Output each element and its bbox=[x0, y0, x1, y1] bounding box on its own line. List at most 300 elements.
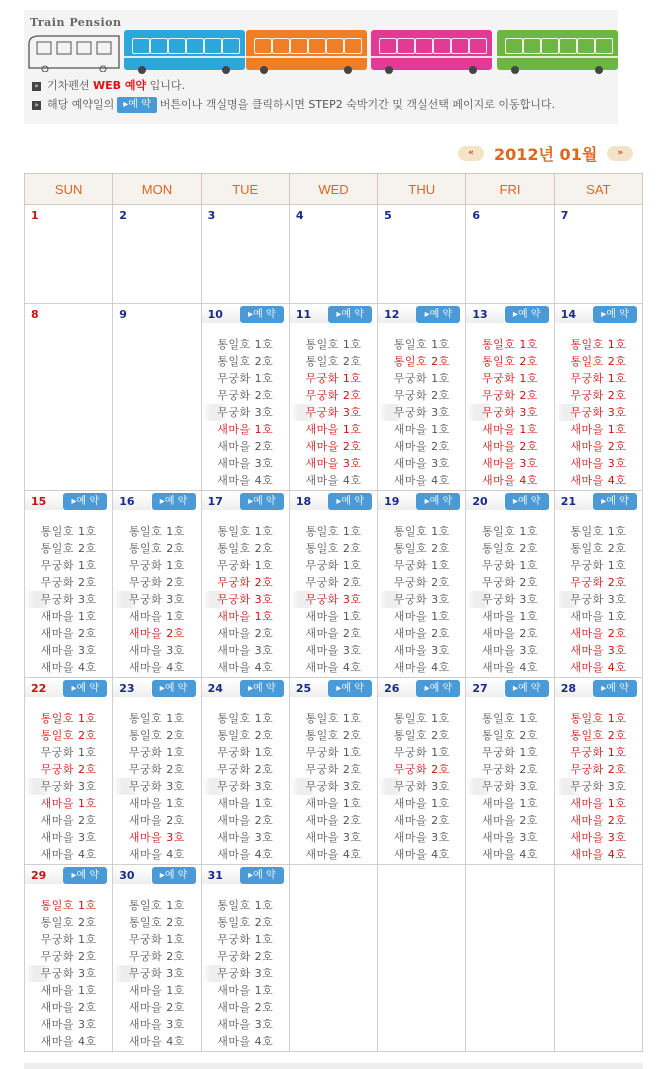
room-list bbox=[466, 523, 553, 676]
room-link[interactable]: 무궁화 1호 bbox=[217, 559, 274, 572]
day-number: 6 bbox=[472, 209, 481, 222]
room-link[interactable]: 새마을 4호 bbox=[393, 848, 450, 861]
room-link[interactable]: 무궁화 2호 bbox=[393, 576, 450, 589]
room-link[interactable]: 무궁화 1호 bbox=[305, 746, 362, 759]
day-cell bbox=[113, 865, 201, 1052]
day-number: 18 bbox=[295, 495, 312, 508]
room-link[interactable]: 새마을 1호 bbox=[128, 984, 185, 997]
room-list bbox=[290, 336, 377, 489]
room-link[interactable]: 새마을 3호 bbox=[305, 831, 362, 844]
reserve-button[interactable]: ▸예 약 bbox=[505, 306, 549, 323]
day-cell bbox=[378, 304, 466, 491]
reserve-button[interactable]: ▸예 약 bbox=[328, 680, 372, 697]
room-link[interactable]: 무궁화 1호 bbox=[305, 559, 362, 572]
room-link[interactable]: 새마을 4호 bbox=[482, 848, 539, 861]
room-link[interactable]: 통일호 1호 bbox=[217, 338, 274, 351]
day-number: 29 bbox=[31, 869, 47, 882]
room-link[interactable]: 무궁화 1호 bbox=[482, 746, 539, 759]
room-link[interactable]: 새마을 3호 bbox=[217, 644, 274, 657]
room-link[interactable]: 통일호 2호 bbox=[393, 729, 450, 742]
room-link[interactable]: 새마을 2호 bbox=[393, 814, 450, 827]
room-link[interactable]: 무궁화 2호 bbox=[128, 576, 185, 589]
room-link[interactable]: 무궁화 3호 bbox=[378, 778, 465, 795]
room-link[interactable]: 새마을 1호 bbox=[128, 610, 185, 623]
room-link[interactable]: 통일호 2호 bbox=[482, 542, 539, 555]
room-link[interactable]: 무궁화 2호 bbox=[217, 950, 274, 963]
room-link[interactable]: 무궁화 3호 bbox=[25, 778, 112, 795]
room-link[interactable]: 무궁화 3호 bbox=[25, 965, 112, 982]
room-link[interactable]: 새마을 4호 bbox=[393, 661, 450, 674]
room-link[interactable]: 통일호 2호 bbox=[570, 355, 627, 368]
room-link[interactable]: 통일호 1호 bbox=[393, 338, 450, 351]
room-link[interactable]: 새마을 2호 bbox=[393, 627, 450, 640]
reserve-button[interactable]: ▸예 약 bbox=[593, 306, 637, 323]
room-link[interactable]: 새마을 2호 bbox=[217, 1001, 274, 1014]
room-link[interactable]: 통일호 2호 bbox=[40, 542, 97, 555]
room-link[interactable]: 새마을 4호 bbox=[217, 1035, 274, 1048]
empty-day-cell bbox=[289, 865, 377, 1052]
room-link[interactable]: 새마을 2호 bbox=[128, 627, 185, 640]
room-link[interactable]: 통일호 2호 bbox=[217, 916, 274, 929]
room-link[interactable]: 새마을 2호 bbox=[217, 627, 274, 640]
brand-logo: Train Pension bbox=[30, 16, 122, 29]
room-link[interactable]: 새마을 1호 bbox=[570, 423, 627, 436]
room-link[interactable]: 새마을 1호 bbox=[570, 797, 627, 810]
day-number: 22 bbox=[31, 682, 47, 695]
train-car-icon bbox=[246, 30, 367, 70]
room-link[interactable]: 통일호 1호 bbox=[40, 712, 97, 725]
room-link[interactable]: 무궁화 3호 bbox=[113, 778, 200, 795]
room-link[interactable]: 무궁화 3호 bbox=[290, 591, 377, 608]
weekday-header: FRI bbox=[466, 174, 554, 205]
room-link[interactable]: 통일호 2호 bbox=[393, 542, 450, 555]
reserve-button[interactable]: ▸예 약 bbox=[416, 493, 460, 510]
weekday-header: MON bbox=[113, 174, 201, 205]
room-link[interactable]: 무궁화 2호 bbox=[217, 389, 274, 402]
day-number: 11 bbox=[295, 308, 312, 321]
room-link[interactable]: 새마을 2호 bbox=[305, 627, 362, 640]
room-link[interactable]: 무궁화 3호 bbox=[202, 404, 289, 421]
room-link[interactable]: 무궁화 3호 bbox=[555, 778, 642, 795]
room-link[interactable]: 새마을 4호 bbox=[482, 661, 539, 674]
reserve-button[interactable]: ▸예 약 bbox=[240, 493, 284, 510]
room-link[interactable]: 무궁화 1호 bbox=[393, 372, 450, 385]
day-number: 30 bbox=[119, 869, 135, 882]
day-cell bbox=[466, 304, 554, 491]
room-list bbox=[113, 523, 200, 676]
day-cell bbox=[201, 678, 289, 865]
day-cell bbox=[113, 491, 201, 678]
room-link[interactable]: 새마을 3호 bbox=[482, 644, 539, 657]
room-link[interactable]: 새마을 3호 bbox=[128, 831, 185, 844]
day-cell bbox=[466, 491, 554, 678]
day-number: 26 bbox=[384, 682, 400, 695]
room-link[interactable]: 무궁화 1호 bbox=[217, 372, 274, 385]
day-cell bbox=[378, 205, 466, 304]
room-link[interactable]: 새마을 2호 bbox=[40, 814, 97, 827]
room-link[interactable]: 새마을 3호 bbox=[217, 1018, 274, 1031]
notice-line-1: » 기차펜션 WEB 예약 입니다. bbox=[32, 78, 185, 94]
room-link[interactable]: 통일호 2호 bbox=[217, 355, 274, 368]
day-cell bbox=[25, 865, 113, 1052]
room-link[interactable]: 무궁화 2호 bbox=[305, 389, 362, 402]
day-cell bbox=[466, 678, 554, 865]
room-link[interactable]: 통일호 2호 bbox=[482, 729, 539, 742]
room-link[interactable]: 새마을 2호 bbox=[570, 627, 627, 640]
reserve-button[interactable]: ▸예 약 bbox=[416, 306, 460, 323]
reserve-button[interactable]: ▸예 약 bbox=[593, 493, 637, 510]
reserve-button[interactable]: ▸예 약 bbox=[152, 680, 196, 697]
room-link[interactable]: 새마을 3호 bbox=[128, 1018, 185, 1031]
room-link[interactable]: 무궁화 2호 bbox=[40, 950, 97, 963]
empty-day-cell bbox=[554, 865, 642, 1052]
room-link[interactable]: 새마을 4호 bbox=[40, 661, 97, 674]
day-number: 4 bbox=[295, 209, 304, 222]
reserve-button[interactable]: ▸예 약 bbox=[63, 493, 107, 510]
room-link[interactable]: 새마을 2호 bbox=[305, 440, 362, 453]
room-link[interactable]: 무궁화 1호 bbox=[482, 559, 539, 572]
train-sketch-icon bbox=[27, 30, 123, 72]
room-link[interactable]: 새마을 3호 bbox=[305, 457, 362, 470]
room-link[interactable]: 새마을 3호 bbox=[570, 457, 627, 470]
day-number: 15 bbox=[31, 495, 47, 508]
train-car-icon bbox=[371, 30, 492, 70]
room-link[interactable]: 무궁화 3호 bbox=[113, 965, 200, 982]
room-link[interactable]: 새마을 4호 bbox=[217, 848, 274, 861]
room-link[interactable]: 새마을 3호 bbox=[482, 831, 539, 844]
room-link[interactable]: 통일호 2호 bbox=[482, 355, 539, 368]
room-link[interactable]: 새마을 1호 bbox=[393, 423, 450, 436]
room-link[interactable]: 새마을 1호 bbox=[217, 423, 274, 436]
room-link[interactable]: 통일호 2호 bbox=[128, 542, 185, 555]
room-link[interactable]: 무궁화 2호 bbox=[217, 576, 274, 589]
room-link[interactable]: 새마을 4호 bbox=[128, 848, 185, 861]
day-cell bbox=[289, 491, 377, 678]
room-link[interactable]: 무궁화 1호 bbox=[217, 746, 274, 759]
sample-reserve-button: ▸예 약 bbox=[117, 97, 157, 113]
room-link[interactable]: 무궁화 2호 bbox=[393, 389, 450, 402]
room-link[interactable]: 무궁화 3호 bbox=[290, 404, 377, 421]
reserve-button[interactable]: ▸예 약 bbox=[505, 680, 549, 697]
room-link[interactable]: 통일호 1호 bbox=[128, 525, 185, 538]
room-link[interactable]: 통일호 2호 bbox=[40, 729, 97, 742]
room-link[interactable]: 새마을 4호 bbox=[570, 474, 627, 487]
room-link[interactable]: 통일호 1호 bbox=[482, 338, 539, 351]
day-cell bbox=[201, 491, 289, 678]
room-link[interactable]: 통일호 2호 bbox=[128, 916, 185, 929]
room-link[interactable]: 새마을 1호 bbox=[40, 610, 97, 623]
room-link[interactable]: 통일호 1호 bbox=[40, 525, 97, 538]
room-link[interactable]: 새마을 2호 bbox=[482, 814, 539, 827]
room-link[interactable]: 새마을 2호 bbox=[482, 627, 539, 640]
room-link[interactable]: 무궁화 3호 bbox=[202, 778, 289, 795]
room-link[interactable]: 통일호 1호 bbox=[570, 525, 627, 538]
room-link[interactable]: 무궁화 3호 bbox=[25, 591, 112, 608]
room-link[interactable]: 새마을 3호 bbox=[482, 457, 539, 470]
room-link[interactable]: 새마을 2호 bbox=[570, 440, 627, 453]
room-link[interactable]: 통일호 2호 bbox=[40, 916, 97, 929]
room-link[interactable]: 새마을 1호 bbox=[128, 797, 185, 810]
day-number: 12 bbox=[384, 308, 400, 321]
room-link[interactable]: 무궁화 2호 bbox=[482, 576, 539, 589]
room-link[interactable]: 통일호 2호 bbox=[570, 542, 627, 555]
room-link[interactable]: 무궁화 2호 bbox=[482, 763, 539, 776]
day-number: 2 bbox=[119, 209, 127, 222]
room-link[interactable]: 새마을 4호 bbox=[570, 661, 627, 674]
room-link[interactable]: 무궁화 2호 bbox=[482, 389, 539, 402]
room-link[interactable]: 새마을 3호 bbox=[305, 644, 362, 657]
room-link[interactable]: 통일호 1호 bbox=[305, 712, 362, 725]
month-title: 2012년 01월 bbox=[494, 144, 598, 164]
day-cell bbox=[201, 304, 289, 491]
room-link[interactable]: 새마을 3호 bbox=[40, 1018, 97, 1031]
day-number: 27 bbox=[472, 682, 488, 695]
room-link[interactable]: 새마을 2호 bbox=[305, 814, 362, 827]
room-link[interactable]: 통일호 1호 bbox=[570, 712, 627, 725]
room-link[interactable]: 무궁화 3호 bbox=[290, 778, 377, 795]
room-link[interactable]: 새마을 3호 bbox=[570, 831, 627, 844]
room-link[interactable]: 새마을 3호 bbox=[393, 457, 450, 470]
room-link[interactable]: 무궁화 3호 bbox=[555, 404, 642, 421]
room-link[interactable]: 새마을 2호 bbox=[40, 627, 97, 640]
room-link[interactable]: 무궁화 2호 bbox=[393, 763, 450, 776]
day-cell bbox=[25, 304, 113, 491]
room-link[interactable]: 무궁화 3호 bbox=[202, 965, 289, 982]
room-link[interactable]: 무궁화 2호 bbox=[305, 763, 362, 776]
day-cell bbox=[201, 865, 289, 1052]
day-number: 5 bbox=[384, 209, 392, 222]
day-number: 17 bbox=[207, 495, 223, 508]
room-link[interactable]: 통일호 2호 bbox=[305, 542, 362, 555]
reserve-button[interactable]: ▸예 약 bbox=[63, 867, 107, 884]
day-number: 16 bbox=[119, 495, 135, 508]
reserve-button[interactable]: ▸예 약 bbox=[152, 867, 196, 884]
room-list bbox=[466, 336, 553, 489]
room-link[interactable]: 통일호 1호 bbox=[482, 525, 539, 538]
empty-day-cell bbox=[378, 865, 466, 1052]
room-link[interactable]: 무궁화 2호 bbox=[217, 763, 274, 776]
room-link[interactable]: 새마을 1호 bbox=[305, 797, 362, 810]
room-link[interactable]: 새마을 1호 bbox=[217, 610, 274, 623]
room-link[interactable]: 무궁화 1호 bbox=[570, 746, 627, 759]
reserve-button[interactable]: ▸예 약 bbox=[240, 867, 284, 884]
room-link[interactable]: 새마을 1호 bbox=[40, 984, 97, 997]
room-link[interactable]: 새마을 3호 bbox=[570, 644, 627, 657]
day-cell bbox=[201, 205, 289, 304]
room-list bbox=[202, 897, 289, 1050]
room-link[interactable]: 새마을 2호 bbox=[128, 1001, 185, 1014]
day-cell bbox=[554, 304, 642, 491]
reserve-button[interactable]: ▸예 약 bbox=[240, 680, 284, 697]
room-link[interactable]: 새마을 2호 bbox=[217, 440, 274, 453]
room-link[interactable]: 무궁화 1호 bbox=[305, 372, 362, 385]
room-list bbox=[378, 710, 465, 863]
room-link[interactable]: 무궁화 3호 bbox=[466, 404, 553, 421]
room-list bbox=[113, 897, 200, 1050]
day-cell bbox=[554, 491, 642, 678]
room-link[interactable]: 새마을 4호 bbox=[305, 474, 362, 487]
room-link[interactable]: 새마을 2호 bbox=[217, 814, 274, 827]
room-link[interactable]: 통일호 2호 bbox=[305, 729, 362, 742]
room-link[interactable]: 무궁화 1호 bbox=[128, 746, 185, 759]
room-link[interactable]: 새마을 4호 bbox=[40, 848, 97, 861]
room-link[interactable]: 무궁화 3호 bbox=[113, 591, 200, 608]
room-link[interactable]: 새마을 3호 bbox=[217, 831, 274, 844]
room-link[interactable]: 통일호 2호 bbox=[393, 355, 450, 368]
day-cell bbox=[554, 678, 642, 865]
room-list bbox=[25, 710, 112, 863]
room-link[interactable]: 새마을 1호 bbox=[482, 610, 539, 623]
room-list bbox=[25, 897, 112, 1050]
room-link[interactable]: 무궁화 1호 bbox=[482, 372, 539, 385]
room-link[interactable]: 새마을 4호 bbox=[393, 474, 450, 487]
room-link[interactable]: 무궁화 2호 bbox=[570, 389, 627, 402]
room-link[interactable]: 무궁화 3호 bbox=[378, 404, 465, 421]
room-link[interactable]: 무궁화 1호 bbox=[40, 933, 97, 946]
room-link[interactable]: 무궁화 2호 bbox=[128, 763, 185, 776]
room-link[interactable]: 새마을 3호 bbox=[128, 644, 185, 657]
room-link[interactable]: 무궁화 1호 bbox=[570, 559, 627, 572]
next-month-button[interactable]: » bbox=[607, 146, 633, 161]
reserve-button[interactable]: ▸예 약 bbox=[240, 306, 284, 323]
room-link[interactable]: 새마을 4호 bbox=[128, 661, 185, 674]
weekday-header: TUE bbox=[201, 174, 289, 205]
room-link[interactable]: 새마을 2호 bbox=[482, 440, 539, 453]
room-link[interactable]: 무궁화 2호 bbox=[570, 576, 627, 589]
room-link[interactable]: 무궁화 1호 bbox=[393, 559, 450, 572]
room-link[interactable]: 새마을 1호 bbox=[482, 797, 539, 810]
room-link[interactable]: 새마을 3호 bbox=[393, 644, 450, 657]
day-number: 19 bbox=[384, 495, 400, 508]
room-link[interactable]: 무궁화 3호 bbox=[466, 778, 553, 795]
room-link[interactable]: 무궁화 3호 bbox=[555, 591, 642, 608]
train-car-icon bbox=[497, 30, 618, 70]
room-link[interactable]: 통일호 1호 bbox=[570, 338, 627, 351]
room-link[interactable]: 새마을 4호 bbox=[482, 474, 539, 487]
day-number: 31 bbox=[207, 869, 223, 882]
room-link[interactable]: 새마을 1호 bbox=[217, 797, 274, 810]
room-link[interactable]: 통일호 1호 bbox=[305, 338, 362, 351]
room-link[interactable]: 통일호 2호 bbox=[570, 729, 627, 742]
room-link[interactable]: 통일호 1호 bbox=[217, 525, 274, 538]
room-link[interactable]: 새마을 4호 bbox=[217, 661, 274, 674]
room-link[interactable]: 무궁화 1호 bbox=[570, 372, 627, 385]
reserve-button[interactable]: ▸예 약 bbox=[328, 306, 372, 323]
room-link[interactable]: 새마을 4호 bbox=[217, 474, 274, 487]
room-link[interactable]: 무궁화 1호 bbox=[217, 933, 274, 946]
room-link[interactable]: 새마을 2호 bbox=[128, 814, 185, 827]
room-link[interactable]: 무궁화 1호 bbox=[40, 559, 97, 572]
day-number: 8 bbox=[31, 308, 39, 321]
reserve-button[interactable]: ▸예 약 bbox=[416, 680, 460, 697]
room-link[interactable]: 무궁화 1호 bbox=[128, 559, 185, 572]
room-list bbox=[290, 523, 377, 676]
room-link[interactable]: 새마을 3호 bbox=[40, 831, 97, 844]
room-link[interactable]: 통일호 2호 bbox=[128, 729, 185, 742]
room-link[interactable]: 통일호 1호 bbox=[393, 525, 450, 538]
room-link[interactable]: 새마을 1호 bbox=[305, 423, 362, 436]
room-link[interactable]: 새마을 4호 bbox=[305, 661, 362, 674]
day-cell bbox=[25, 205, 113, 304]
room-link[interactable]: 무궁화 2호 bbox=[40, 763, 97, 776]
day-cell bbox=[378, 678, 466, 865]
room-link[interactable]: 무궁화 2호 bbox=[305, 576, 362, 589]
room-link[interactable]: 통일호 1호 bbox=[217, 899, 274, 912]
room-link[interactable]: 새마을 3호 bbox=[393, 831, 450, 844]
day-number: 10 bbox=[207, 308, 223, 321]
day-number: 3 bbox=[207, 209, 216, 222]
room-link[interactable]: 무궁화 2호 bbox=[40, 576, 97, 589]
room-list bbox=[202, 523, 289, 676]
room-link[interactable]: 새마을 1호 bbox=[482, 423, 539, 436]
room-link[interactable]: 새마을 4호 bbox=[570, 848, 627, 861]
room-link[interactable]: 통일호 1호 bbox=[128, 899, 185, 912]
room-link[interactable]: 무궁화 3호 bbox=[466, 591, 553, 608]
footer-divider bbox=[24, 1063, 643, 1069]
room-link[interactable]: 새마을 4호 bbox=[40, 1035, 97, 1048]
day-number: 7 bbox=[560, 209, 569, 222]
room-link[interactable]: 무궁화 3호 bbox=[202, 591, 289, 608]
room-link[interactable]: 통일호 1호 bbox=[128, 712, 185, 725]
room-link[interactable]: 무궁화 2호 bbox=[128, 950, 185, 963]
room-link[interactable]: 새마을 1호 bbox=[393, 797, 450, 810]
room-link[interactable]: 통일호 2호 bbox=[217, 729, 274, 742]
room-link[interactable]: 새마을 2호 bbox=[393, 440, 450, 453]
room-list bbox=[555, 336, 642, 489]
room-link[interactable]: 새마을 4호 bbox=[128, 1035, 185, 1048]
room-link[interactable]: 통일호 1호 bbox=[217, 712, 274, 725]
room-link[interactable]: 새마을 1호 bbox=[40, 797, 97, 810]
reservation-calendar bbox=[24, 173, 643, 1052]
reserve-button[interactable]: ▸예 약 bbox=[505, 493, 549, 510]
room-link[interactable]: 무궁화 1호 bbox=[40, 746, 97, 759]
room-list bbox=[25, 523, 112, 676]
room-link[interactable]: 새마을 4호 bbox=[305, 848, 362, 861]
room-link[interactable]: 통일호 1호 bbox=[482, 712, 539, 725]
room-link[interactable]: 새마을 1호 bbox=[305, 610, 362, 623]
room-list bbox=[378, 523, 465, 676]
day-cell bbox=[25, 491, 113, 678]
month-navigation bbox=[458, 143, 633, 163]
room-link[interactable]: 통일호 1호 bbox=[40, 899, 97, 912]
day-cell bbox=[289, 678, 377, 865]
day-cell bbox=[25, 678, 113, 865]
room-link[interactable]: 새마을 2호 bbox=[40, 1001, 97, 1014]
room-link[interactable]: 새마을 1호 bbox=[570, 610, 627, 623]
room-link[interactable]: 새마을 3호 bbox=[217, 457, 274, 470]
day-cell bbox=[113, 304, 201, 491]
reserve-button[interactable]: ▸예 약 bbox=[328, 493, 372, 510]
day-number: 21 bbox=[560, 495, 576, 508]
room-link[interactable]: 무궁화 1호 bbox=[393, 746, 450, 759]
room-link[interactable]: 새마을 2호 bbox=[570, 814, 627, 827]
prev-month-button[interactable]: « bbox=[458, 146, 484, 161]
room-link[interactable]: 무궁화 1호 bbox=[128, 933, 185, 946]
reserve-button[interactable]: ▸예 약 bbox=[152, 493, 196, 510]
room-link[interactable]: 새마을 1호 bbox=[393, 610, 450, 623]
room-link[interactable]: 통일호 2호 bbox=[305, 355, 362, 368]
reserve-button[interactable]: ▸예 약 bbox=[593, 680, 637, 697]
room-list bbox=[378, 336, 465, 489]
room-link[interactable]: 새마을 3호 bbox=[40, 644, 97, 657]
room-link[interactable]: 무궁화 2호 bbox=[570, 763, 627, 776]
room-link[interactable]: 통일호 1호 bbox=[305, 525, 362, 538]
reserve-button[interactable]: ▸예 약 bbox=[63, 680, 107, 697]
room-link[interactable]: 무궁화 3호 bbox=[378, 591, 465, 608]
room-link[interactable]: 통일호 2호 bbox=[217, 542, 274, 555]
room-link[interactable]: 통일호 1호 bbox=[393, 712, 450, 725]
room-link[interactable]: 새마을 1호 bbox=[217, 984, 274, 997]
